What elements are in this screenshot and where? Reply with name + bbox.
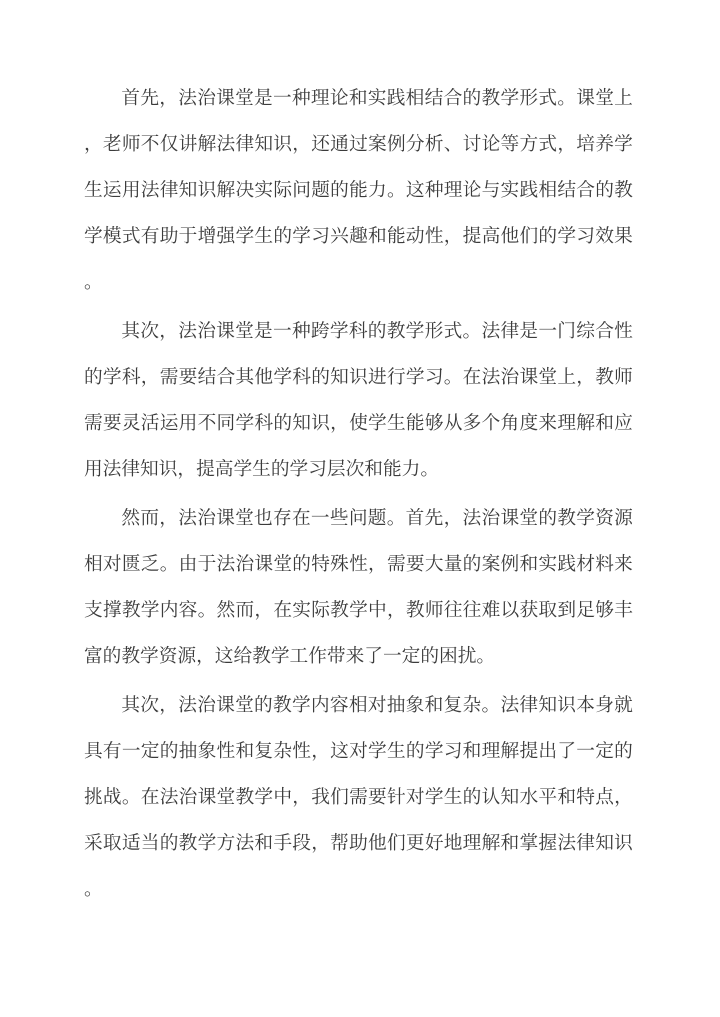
paragraph-interdisciplinary: 其次，法治课堂是一种跨学科的教学形式。法律是一门综合性的学科，需要结合其他学科的知识进行学习。在法治课堂上，教师需要灵活运用不同学科的知识，使学生能够从多个角度来理解和应用法律知识，提高学生的学习层次和能力。 [84,321,633,480]
paragraph-resource-scarcity: 然而，法治课堂也存在一些问题。首先，法治课堂的教学资源相对匮乏。由于法治课堂的特殊性，需要大量的案例和实践材料来支撑教学内容。然而，在实际教学中，教师往往难以获取到足够丰富的教学资源，这给教学工作带来了一定的困扰。 [84,508,633,667]
paragraph-abstract-content: 其次，法治课堂的教学内容相对抽象和复杂。法律知识本身就具有一定的抽象性和复杂性，这对学生的学习和理解提出了一定的挑战。在法治课堂教学中，我们需要针对学生的认知水平和特点，采取适当的教学方法和手段，帮助他们更好地理解和掌握法律知识。 [84,695,633,900]
paragraph-theory-practice: 首先，法治课堂是一种理论和实践相结合的教学形式。课堂上，老师不仅讲解法律知识，还通过案例分析、讨论等方式，培养学生运用法律知识解决实际问题的能力。这种理论与实践相结合的教学模式有助于增强学生的学习兴趣和能动性，提高他们的学习效果。 [84,88,633,293]
